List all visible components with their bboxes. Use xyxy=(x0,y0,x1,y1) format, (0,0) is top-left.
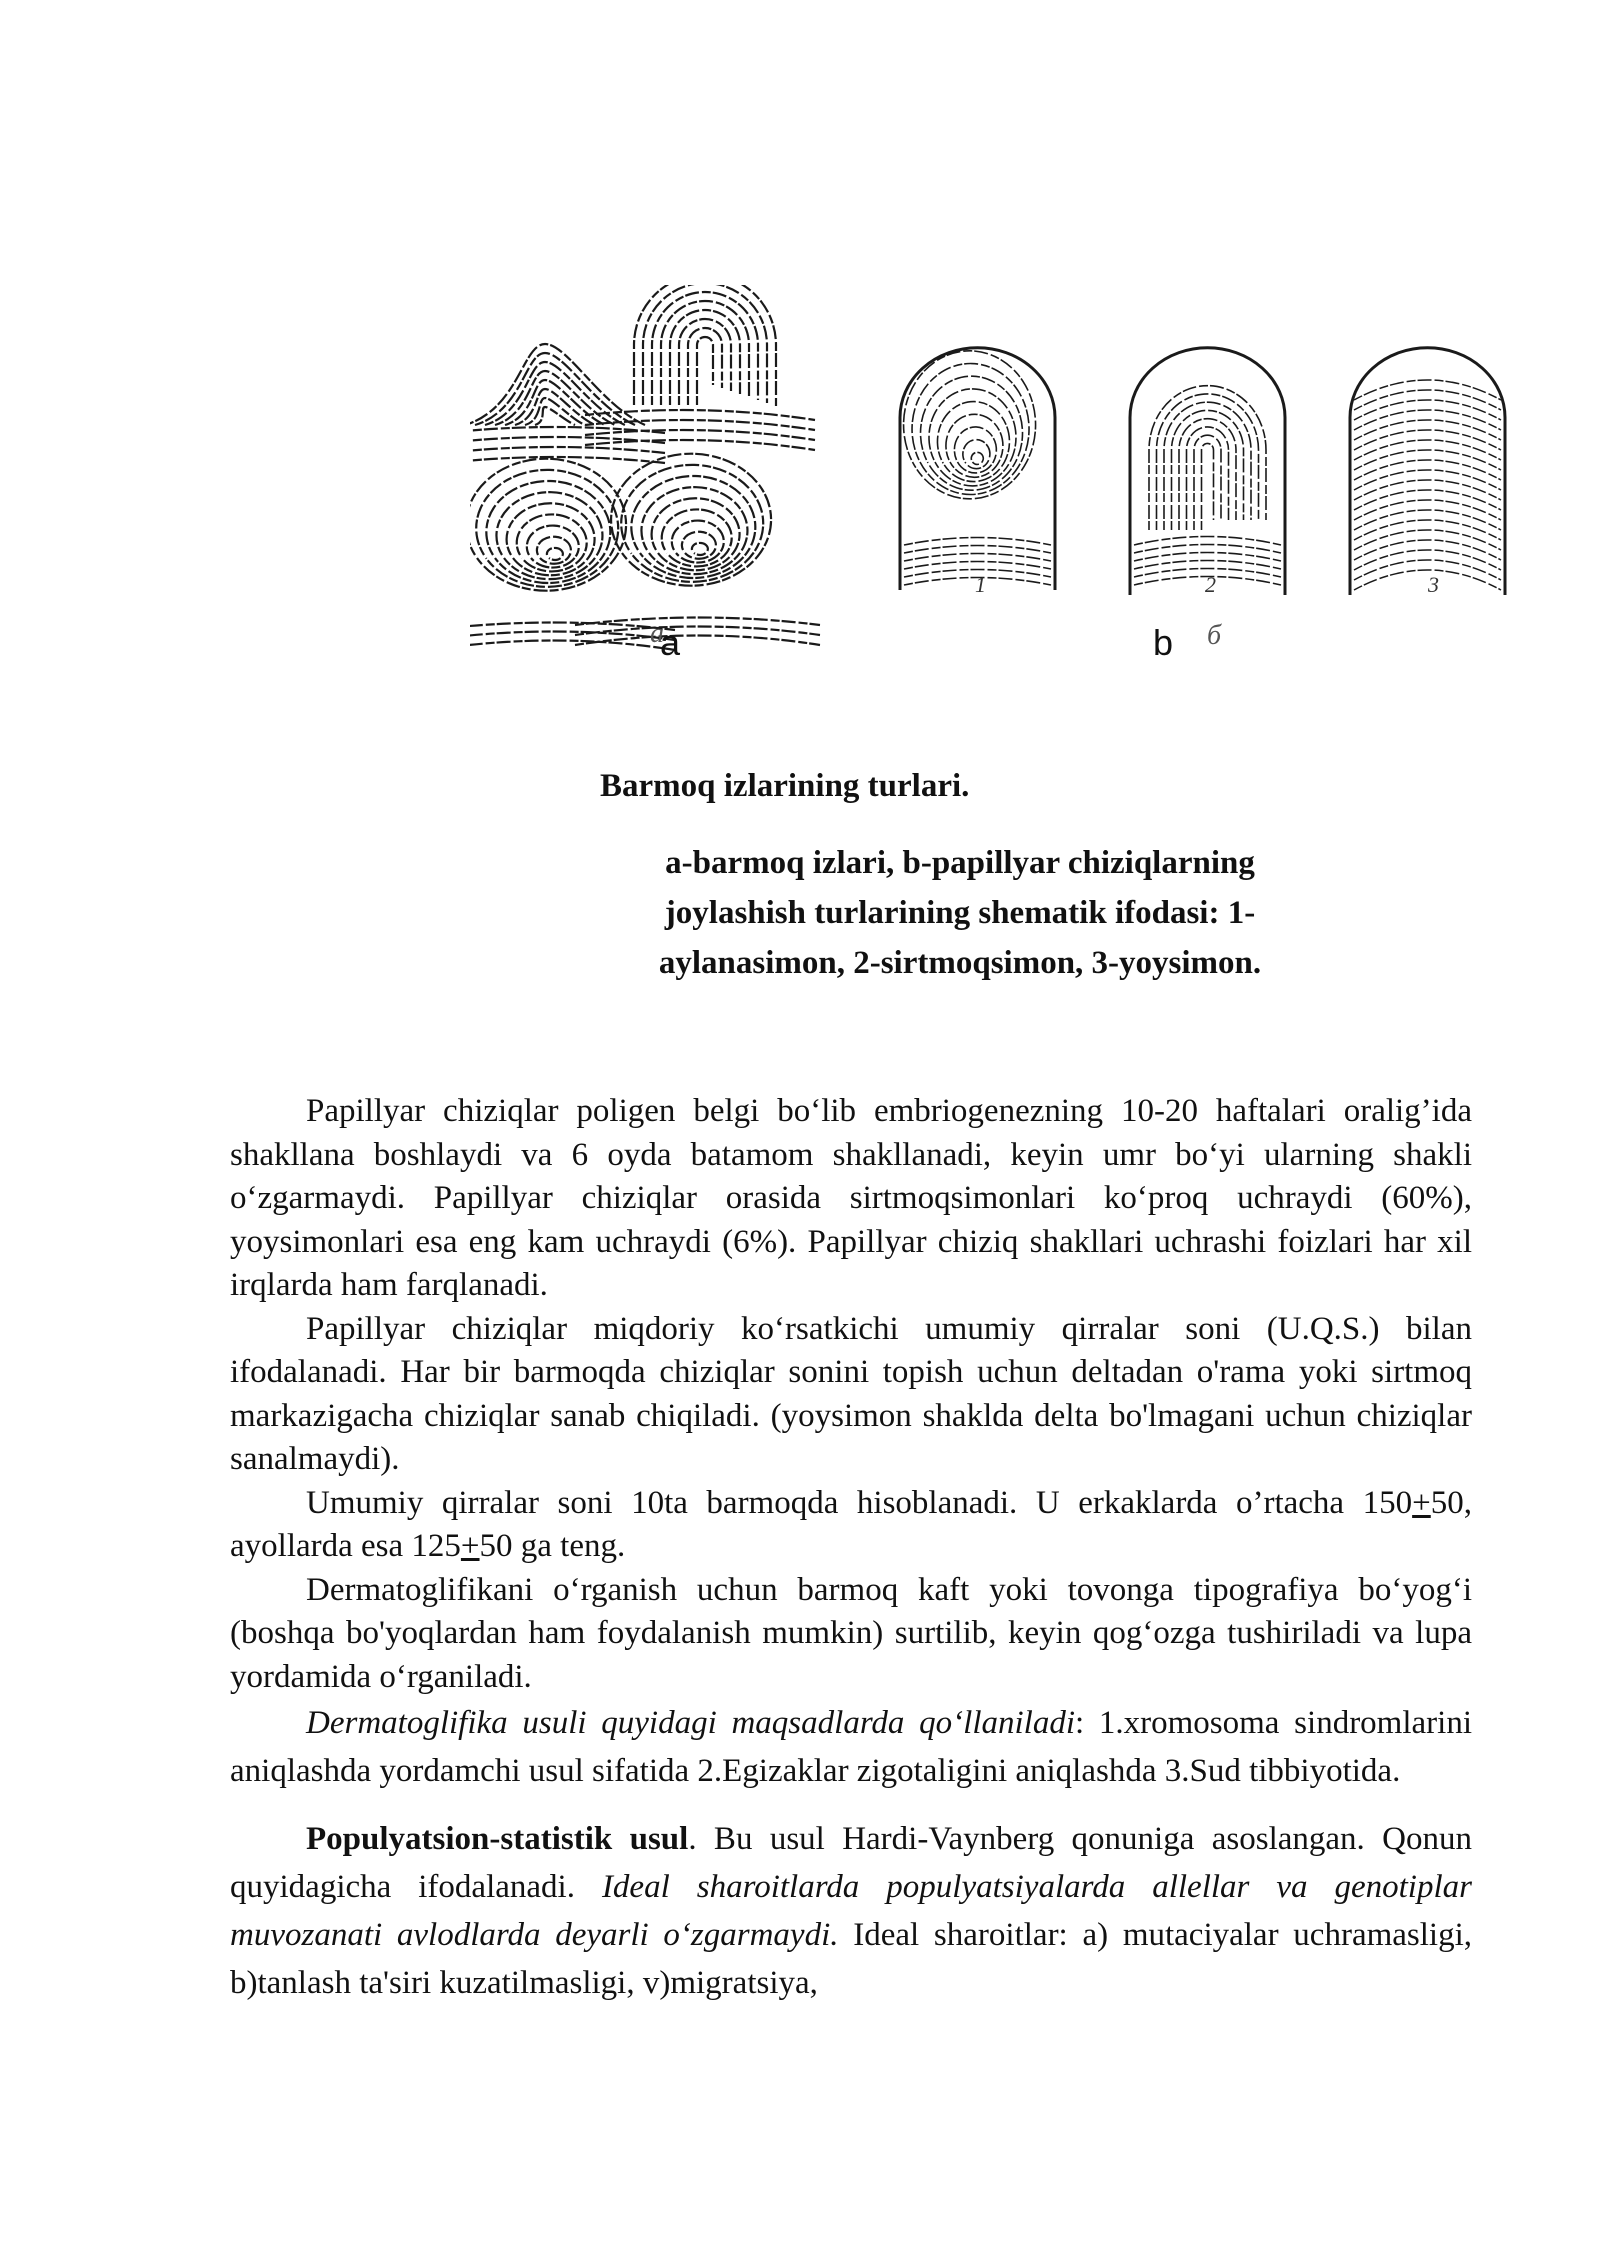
finger-number-3: 3 xyxy=(1428,572,1439,597)
fingerprint-loop-top-right xyxy=(585,285,815,450)
figure-caption-title: Barmoq izlarining turlari. xyxy=(600,768,970,804)
finger-loop-schematic xyxy=(1130,348,1285,595)
body-text xyxy=(230,1090,1472,2007)
figure-label-a-original: a xyxy=(650,618,664,649)
caption-line-1: a-barmoq izlari, b-papillyar chiziqlarning xyxy=(665,845,1255,881)
paragraph-total-ridges: Umumiy qirralar soni 10ta barmoqda hisoblanadi. U erkaklarda o’rtacha 150+50, ayollarda esa 125+50 ga teng. xyxy=(230,1484,1472,1564)
fingerprint-figure xyxy=(470,285,1550,685)
paragraph-papillary-formation: Papillyar chiziqlar poligen belgi bo‘lib embriogenezning 10-20 haftalari oralig’ida shakllana boshlaydi va 6 oyda batamom shakllanadi, keyin umr bo‘yi ularning shakli o‘zgarmaydi. Papillyar chiziqlar orasida sirtmoqsimonlari ko‘proq uchraydi (60%), yoysimonlari esa eng kam uchraydi (6%). Papillyar chiziq shakllari uchrashi foizlari har xil irqlarda ham farqlanadi. xyxy=(230,1093,1472,1303)
fingerprint-whorl-bottom-left xyxy=(470,459,675,650)
caption-line-3: aylanasimon, 2-sirtmoqsimon, 3-yoysimon. xyxy=(658,945,1262,981)
figure-label-b-original: б xyxy=(1207,620,1222,651)
paragraph-dermatoglyphics-uses: Dermatoglifika usuli quyidagi maqsadlarda qo‘llaniladi: 1.xromosoma sindromlarini aniqlashda yordamchi usul sifatida 2.Egizaklar zigotaligini aniqlashda 3.Sud tibbiyotida. xyxy=(230,1705,1472,1789)
paragraph-population-statistical: Populyatsion-statistik usul. Bu usul Hardi-Vaynberg qonuniga asoslangan. Qonun quyidagicha ifodalanadi. Ideal sharoitlarda populyatsiyalarda allellar va genotiplar muvozanati avlodlarda deyarli o‘zgarmaydi. Ideal sharoitlar: a) mutaciyalar uchramasligi, b)tanlash ta'siri kuzatilmasligi, v)migratsiya, xyxy=(230,1821,1473,2001)
figure-label-a: a xyxy=(660,622,681,663)
finger-number-2: 2 xyxy=(1205,572,1216,597)
figure-caption-description xyxy=(590,838,1330,988)
plus-minus-sign: + xyxy=(460,1528,480,1564)
plus-minus-sign: + xyxy=(1412,1484,1431,1521)
section-term-population-statistical: Populyatsion-statistik usul xyxy=(306,1821,689,1857)
fingerprint-illustration xyxy=(470,285,1550,685)
paragraph-ridge-count: Papillyar chiziqlar miqdoriy ko‘rsatkichi umumiy qirralar soni (U.Q.S.) bilan ifodalanadi. Har bir barmoqda chiziqlar sonini topish uchun deltadan o'rama yoki sirtmoq markazigacha chiziqlar sanab chiqiladi. (yoysimon shaklda delta bo'lmagani uchun chiziqlar sanalmaydi). xyxy=(230,1310,1472,1477)
caption-line-2: joylashish turlarining shematik ifodasi: 1- xyxy=(664,895,1256,931)
fingerprint-arch-top-left xyxy=(470,344,665,463)
finger-arch-schematic xyxy=(1350,348,1505,595)
figure-label-b: b xyxy=(1153,622,1174,663)
fingerprint-whorl-bottom-right xyxy=(575,454,820,645)
finger-whorl-schematic xyxy=(900,348,1055,590)
paragraph-dermatoglyphics-method: Dermatoglifikani o‘rganish uchun barmoq kaft yoki tovonga tipografiya bo‘yog‘i (boshqa bo'yoqlardan ham foydalanish mumkin) surtilib, keyin qog‘ozga tushiriladi va lupa yordamida o‘rganiladi. xyxy=(230,1571,1472,1695)
finger-number-1: 1 xyxy=(975,572,986,597)
